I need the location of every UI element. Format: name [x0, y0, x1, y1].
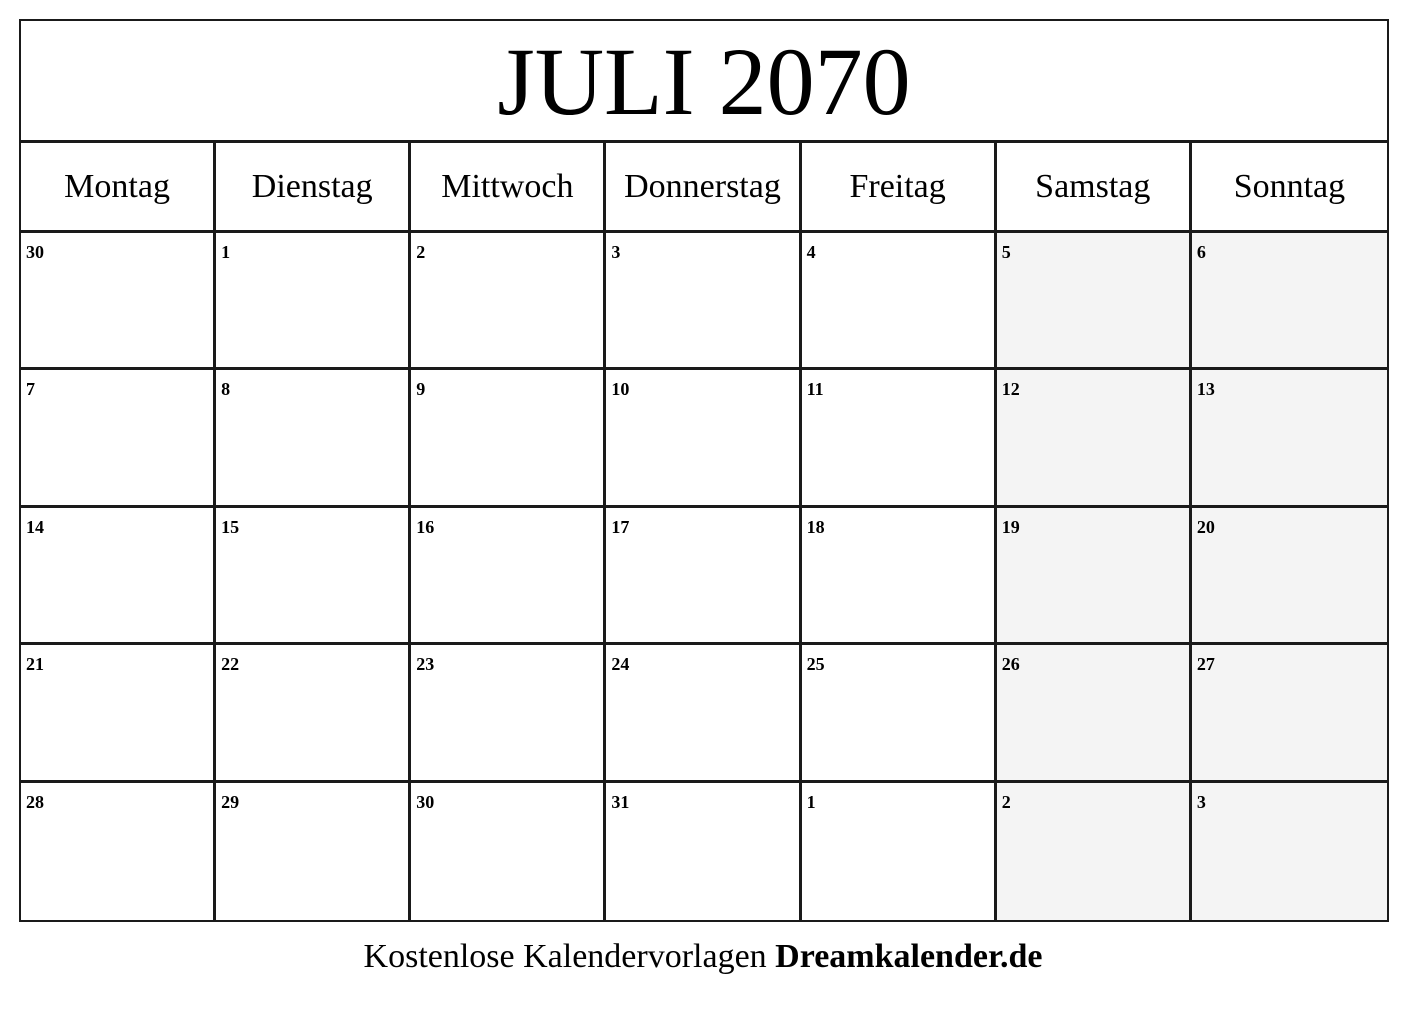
day-cell[interactable]	[21, 370, 216, 507]
day-cell[interactable]	[606, 370, 801, 507]
weekday-header: Freitag	[802, 143, 997, 233]
day-cell[interactable]	[997, 508, 1192, 645]
footer	[0, 938, 1406, 976]
day-cell[interactable]	[216, 508, 411, 645]
day-number: 21	[26, 654, 44, 675]
weekday-header: Sonntag	[1192, 143, 1387, 233]
day-number: 30	[26, 242, 44, 262]
day-cell[interactable]	[216, 645, 411, 782]
day-cell[interactable]	[216, 370, 411, 507]
calendar	[19, 19, 1389, 922]
day-cell[interactable]	[216, 783, 411, 920]
day-number: 16	[416, 516, 435, 537]
day-cell[interactable]	[997, 645, 1192, 782]
day-cell[interactable]	[216, 233, 411, 370]
day-cell[interactable]	[802, 233, 997, 370]
day-cell[interactable]	[1192, 645, 1387, 782]
day-cell[interactable]	[411, 508, 606, 645]
weekday-header: Donnerstag	[606, 143, 801, 233]
day-number: 1	[806, 791, 816, 812]
day-number: 6	[1196, 242, 1206, 262]
weekday-header: Mittwoch	[411, 143, 606, 233]
day-cell[interactable]	[802, 508, 997, 645]
day-cell[interactable]	[1192, 233, 1387, 370]
day-number: 23	[416, 654, 435, 675]
day-cell[interactable]	[21, 508, 216, 645]
day-number: 3	[1196, 791, 1206, 812]
day-number: 5	[1001, 242, 1011, 262]
day-cell[interactable]	[21, 645, 216, 782]
day-cell[interactable]	[606, 233, 801, 370]
day-number: 25	[806, 654, 825, 675]
day-number: 29	[221, 791, 240, 812]
day-number: 9	[416, 379, 426, 400]
calendar-grid	[21, 143, 1387, 920]
day-number: 17	[611, 516, 630, 537]
day-number: 7	[26, 379, 35, 400]
day-cell[interactable]	[606, 783, 801, 920]
weekday-header: Montag	[21, 143, 216, 233]
weekday-header: Dienstag	[216, 143, 411, 233]
day-number: 27	[1196, 654, 1215, 675]
day-cell[interactable]	[802, 783, 997, 920]
day-cell[interactable]	[21, 783, 216, 920]
day-cell[interactable]	[411, 233, 606, 370]
day-number: 11	[806, 379, 824, 400]
day-number: 4	[806, 242, 816, 262]
day-number: 30	[416, 791, 435, 812]
calendar-title: JULI 2070	[497, 27, 911, 135]
day-number: 2	[416, 242, 426, 262]
day-number: 22	[221, 654, 240, 675]
day-number: 15	[221, 516, 240, 537]
footer-text: Kostenlose Kalendervorlagen	[363, 938, 767, 975]
day-cell[interactable]	[411, 370, 606, 507]
day-number: 13	[1196, 379, 1215, 400]
day-number: 8	[221, 379, 231, 400]
day-cell[interactable]	[997, 233, 1192, 370]
footer-brand[interactable]: Dreamkalender.de	[775, 938, 1043, 975]
day-number: 28	[26, 791, 44, 812]
day-cell[interactable]	[1192, 508, 1387, 645]
day-number: 31	[611, 791, 630, 812]
weekday-header: Samstag	[997, 143, 1192, 233]
day-cell[interactable]	[606, 508, 801, 645]
day-number: 12	[1001, 379, 1020, 400]
day-cell[interactable]	[21, 233, 216, 370]
day-cell[interactable]	[997, 370, 1192, 507]
day-number: 24	[611, 654, 630, 675]
day-cell[interactable]	[802, 370, 997, 507]
day-cell[interactable]	[1192, 783, 1387, 920]
day-cell[interactable]	[411, 645, 606, 782]
day-number: 19	[1001, 516, 1020, 537]
day-number: 1	[221, 242, 231, 262]
day-number: 14	[26, 516, 44, 537]
day-number: 2	[1001, 791, 1011, 812]
day-number: 10	[611, 379, 630, 400]
day-number: 20	[1196, 516, 1215, 537]
day-cell[interactable]	[411, 783, 606, 920]
day-cell[interactable]	[606, 645, 801, 782]
day-cell[interactable]	[1192, 370, 1387, 507]
day-cell[interactable]	[802, 645, 997, 782]
day-number: 18	[806, 516, 825, 537]
title-bar	[21, 21, 1387, 143]
day-cell[interactable]	[997, 783, 1192, 920]
day-number: 3	[611, 242, 621, 262]
day-number: 26	[1001, 654, 1020, 675]
